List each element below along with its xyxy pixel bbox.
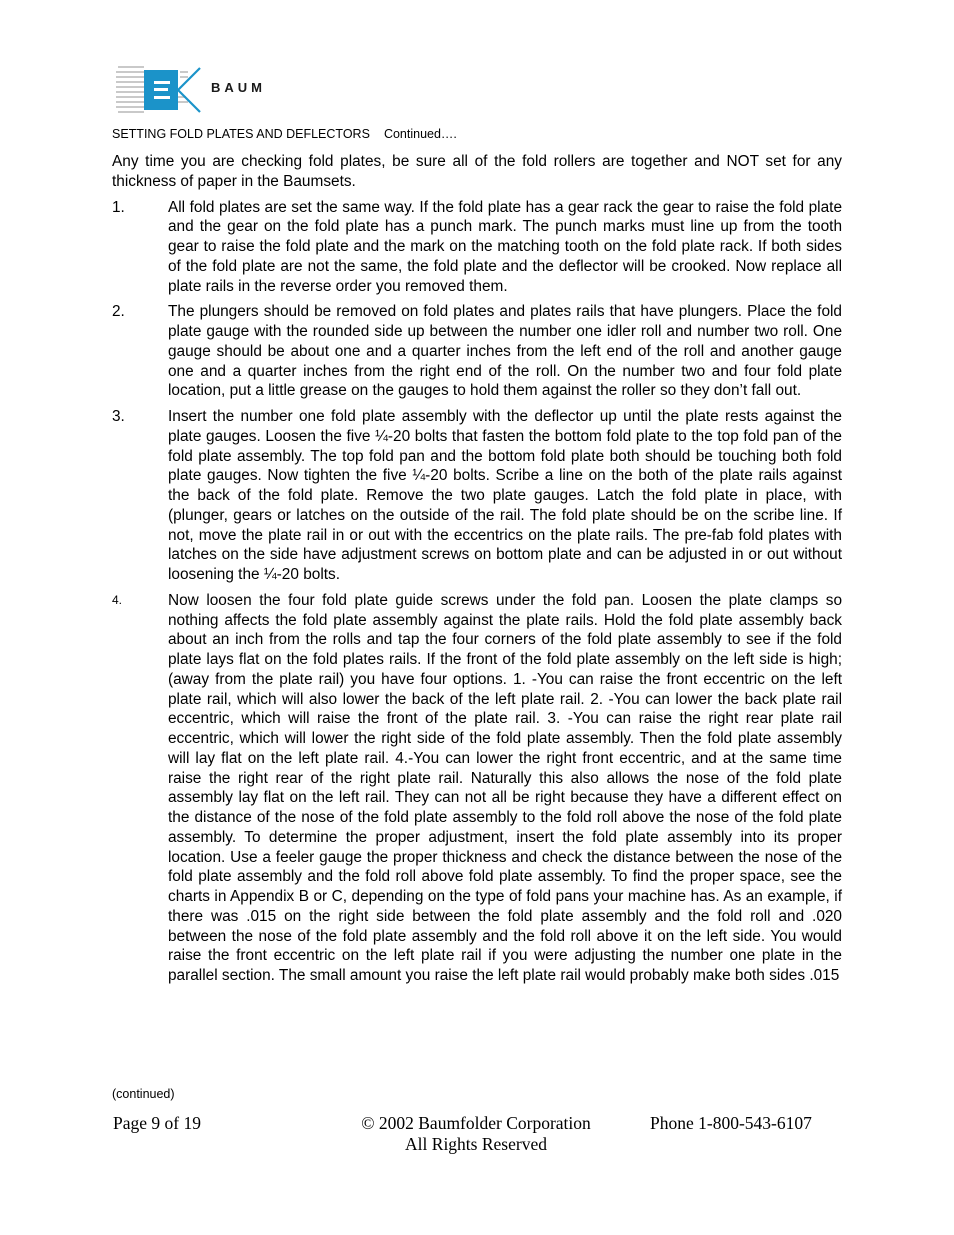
phone-number: Phone 1-800-543-6107 [650,1113,812,1133]
logo-wordmark: BAUM [211,80,266,95]
item-number: 3. [112,408,125,425]
item-number: 2. [112,303,125,321]
item-text: Now loosen the four fold plate guide screws under the fold pan. Loosen the plate clamps so nothing affects the fold plate assembly against the plate rails. Hold the fold plate assembly back about an inch from the rolls and tap the four corners of the fold plate assembly to see if the fold plate lays flat on the fold plates rails. If the front of the fold plate assembly on the left side is high; (away from the plate rail) you have four options. 1. -You can raise the front eccentric on the left plate rail, which will also lower the back of the left plate rail. 2. -You can lower the back plate rail eccentric, which will raise the front of the plate rail. 3. -You can raise the right rear plate rail eccentric, which will lower the right side of the fold plate assembly. Then the fold plate assembly will lay flat on the left plate rail. 4.-You can lower the right front eccentric, and at the same time raise the right rear of the right plate rail. Naturally this also allows the nose of the fold plate assembly lay flat on the left rail. They can not all be right because they have a different effect on the distance of the nose of the fold plate assembly to the fold roll above the nose of the fold plate assembly. To determine the proper adjustment, insert the fold plate assembly into its proper location. Use a feeler gauge the proper thickness and check the distance between the nose of the fold plate assembly and the fold roll above fold plate assembly. To find the proper space, see the charts in Appendix B or C, depending on the type of fold pans your machine has. As an example, if there was .015 on the right side between the fold plate assembly and the fold roll and .020 between the nose of the fold plate assembly and the fold roll above it on the left side. You would raise the front eccentric on the left plate rail if you were adjusting the number one plate in the parallel section. The small amount you raise the left plate rail would probably make both sides .015 [168,591,842,984]
copyright-block [330,1113,622,1155]
section-continued-label: Continued…. [383,127,457,141]
intro-paragraph: Any time you are checking fold plates, be sure all of the fold rollers are together and NOT set for any thickness of paper in the Baumsets. [112,153,842,190]
page-number: Page 9 of 19 [113,1113,201,1133]
item-text: The plungers should be removed on fold plates and plates rails that have plungers. Place the fold plate gauge with the rounded side up between the number one idler roll and number two roll. One gauge should be about one and a quarter inches from the left end of the roll and another gauge one and a quarter inches from the right end of the roll. On the number two and four fold plate location, put a little grease on the gauges to hold them against the roller so they don’t fall out. [168,303,842,400]
item-number: 1. [112,198,125,216]
numbered-item-1 [112,198,842,297]
rights-text: All Rights Reserved [405,1134,547,1154]
section-title [112,127,457,141]
numbered-item-4 [112,591,842,986]
item-text: Insert the number one fold plate assembly with the deflector up until the plate rests against the plate gauges. Loosen the five ¼-20 bolts that fasten the bottom fold plate to the top fold pan of the fold plate assembly. The top fold pan and the bottom fold plate both should be touching both fold plate gauges. Now tighten the five ¼-20 bolts. Scribe a line on the both of the plate rails against the back of the fold plate. Remove the two plate gauges. Latch the fold plate in place, with (plunger, gears or latches on the outside of the rail. The fold plate should be on the scribe line. If not, move the plate rail in or out with the eccentrics on the plate rails. The pre-fab fold plates with latches on the side have adjustment screws on bottom plate and can be adjusted in or out without loosening the ¼-20 bolts. [168,408,842,583]
numbered-item-3 [112,407,842,585]
item-number: 4. [112,592,123,607]
numbered-item-2 [112,302,842,401]
continued-note: (continued) [112,1087,175,1101]
item-text: All fold plates are set the same way. If the fold plate has a gear rack the gear to raise the fold plate and the gear on the fold plate has a punch mark. The punch marks must line up from the tooth gear to raise the fold plate and the mark on the matching tooth on the fold plate rack. If both sides of the fold plate are not the same, the fold plate and the deflector will be crooked. Now replace all plate rails in the reverse order you removed them. [168,198,842,295]
copyright-text: © 2002 Baumfolder Corporation [361,1113,591,1133]
section-title-text: SETTING FOLD PLATES AND DEFLECTORS [112,127,370,141]
document-body [112,152,842,992]
